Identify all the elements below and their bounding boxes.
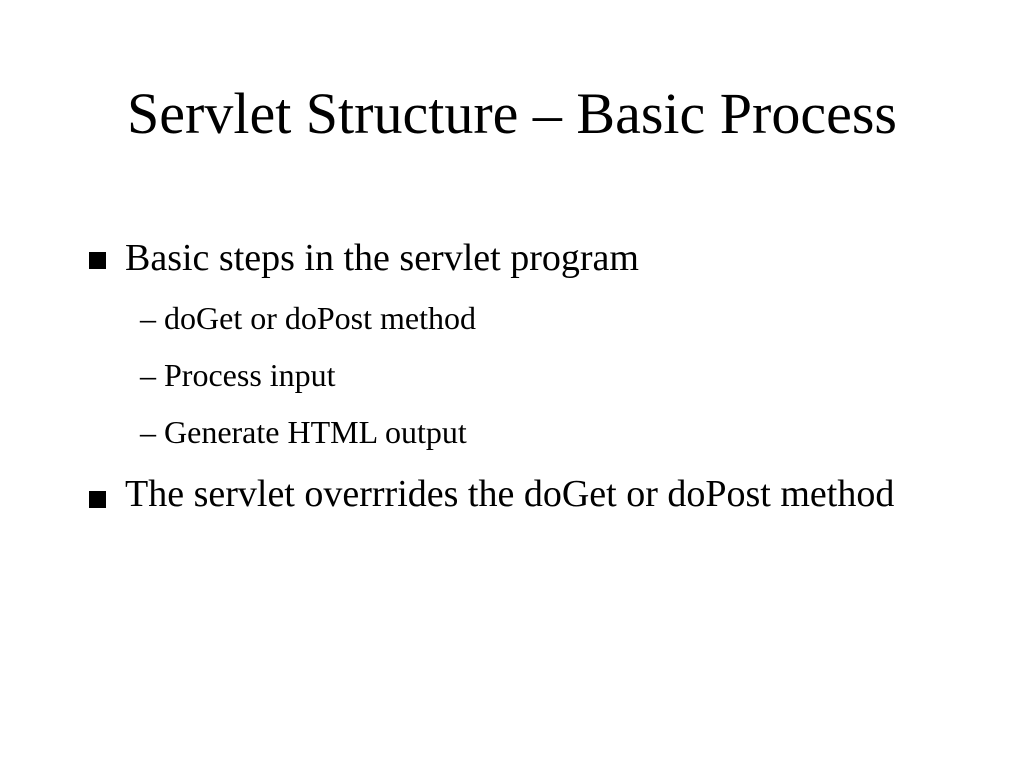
square-bullet-shape — [89, 252, 106, 269]
square-bullet-icon — [89, 238, 109, 278]
slide-title: Servlet Structure – Basic Process — [127, 81, 897, 146]
bullet-text-overrides: The servlet overrrides the doGet or doPost method — [125, 473, 895, 515]
subitem-doget-dopost: – doGet or doPost method — [140, 300, 476, 336]
subitem-generate-html: – Generate HTML output — [140, 414, 467, 450]
bullet-text-basic-steps: Basic steps in the servlet program — [125, 237, 639, 279]
square-bullet-icon — [89, 477, 109, 517]
subitem-process-input: – Process input — [140, 357, 336, 393]
square-bullet-shape — [89, 491, 106, 508]
